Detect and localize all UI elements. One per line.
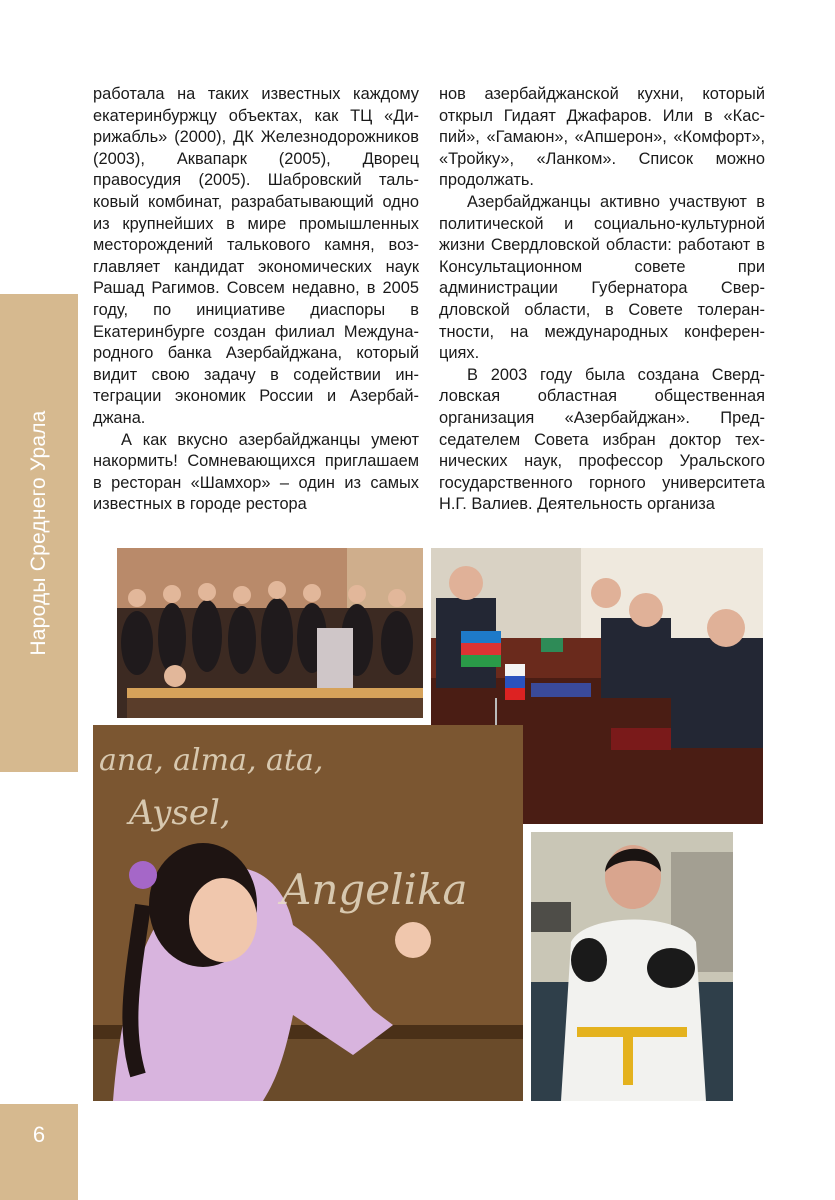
classroom-photo [117, 548, 423, 718]
paragraph: нов азербайджанской кухни, который открыл Гидаят Джафаров. Или в «Каспий», «Гамаюн», «Апшерон», «Комфорт», «Тройку», «Ланком». Список можно продолжать. [439, 85, 765, 190]
text-column-right [439, 84, 765, 516]
paragraph: В 2003 году была создана Свердловская областная общественная организация «Азербайджан». Председателем Совета избран доктор технических наук, профессор Уральского государственного горного университета Н.Г. Валиев. Деятельность организа [439, 365, 765, 514]
sidebar-tab [0, 294, 78, 772]
chalk-writing: Aysel, [129, 793, 231, 833]
section-title: Народы Среднего Урала [27, 410, 50, 656]
paragraph: работала на таких известных каждому екатеринбуржцу объектах, как ТЦ «Дирижабль» (2000), ДК Железнодорожников (2003), Аквапарк (2005), Дворец правосудия (2005). Шабровский тальковый комбинат, разрабатывающий одно из крупнейших в мире промышленных месторождений талькового камня, возглавляет кандидат экономических наук Рашад Рагимов. Совсем недавно, в 2005 году, по инициативе диаспоры в Екатеринбурге создан филиал Международного банка Азербайджана, который видит свою задачу в содействии интеграции экономик России и Азербайджана. [93, 85, 419, 427]
text-column-left [93, 84, 419, 516]
karate-photo [531, 832, 733, 1101]
page-number: 6 [32, 1122, 46, 1147]
chalk-writing: Angelika [281, 865, 468, 914]
chalkboard-photo [93, 725, 523, 1101]
paragraph: Азербайджанцы активно участвуют в политической и социально-культурной жизни Свердловской области: работают в Консультационном совете при администрации Губернатора Свердловской области, в Совете толерантности, на международных конференциях. [439, 192, 765, 363]
chalk-writing: ana, alma, ata, [99, 743, 324, 778]
page-number-tab [0, 1104, 78, 1200]
paragraph: А как вкусно азербайджанцы умеют накормить! Сомневающихся приглашаем в ресторан «Шамхор» – один из самых известных в городе рестора [93, 430, 419, 514]
